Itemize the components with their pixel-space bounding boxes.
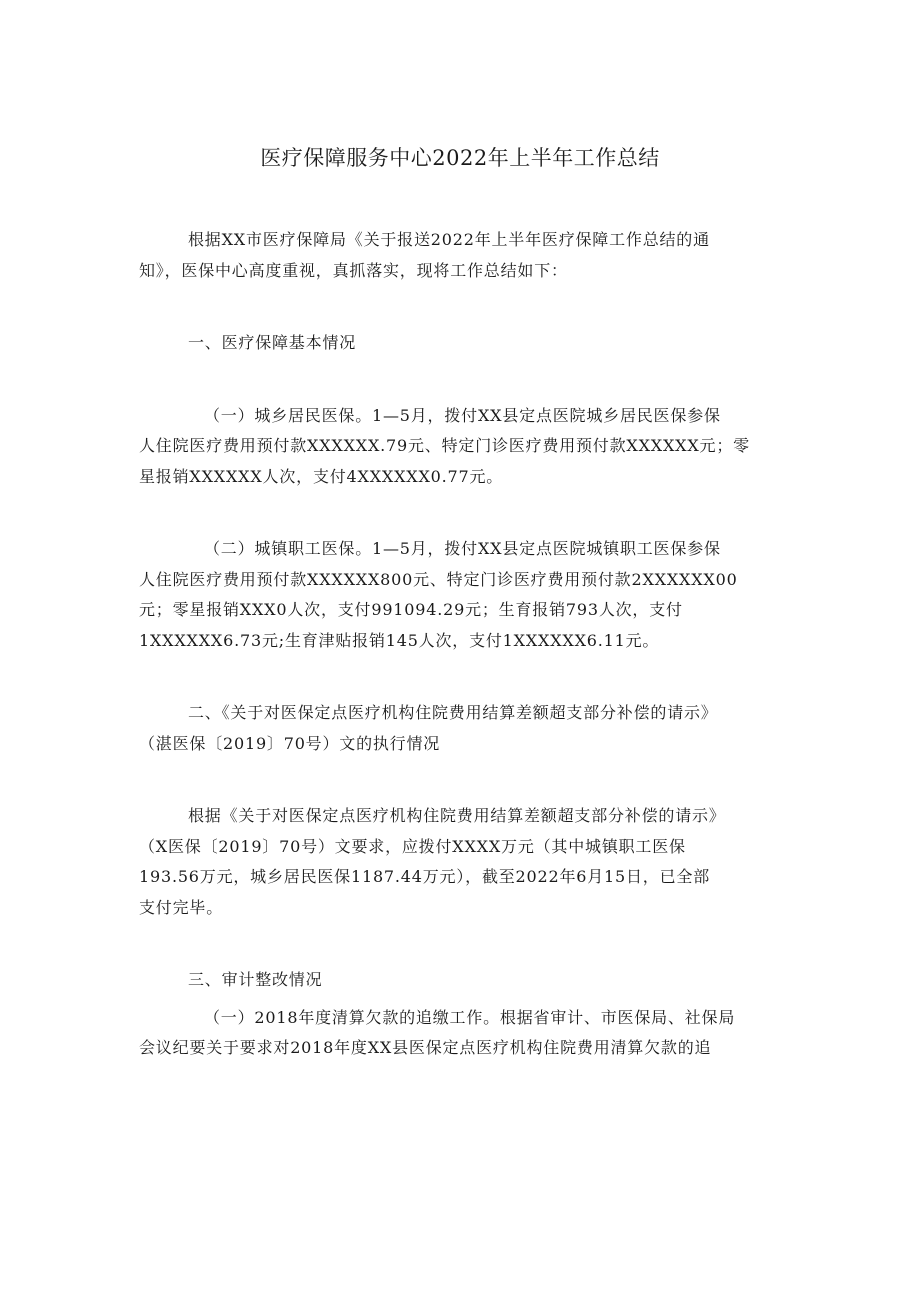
section2-heading-line-1: 二、《关于对医保定点医疗机构住院费用结算差额超支部分补偿的请示》 (188, 703, 718, 722)
document-title: 医疗保障服务中心2022年上半年工作总结 (260, 146, 660, 170)
section2-body-line-1: 根据《关于对医保定点医疗机构住院费用结算差额超支部分补偿的请示》 (188, 806, 726, 825)
spacer (139, 759, 784, 801)
spacer (139, 923, 784, 965)
section2-body-line-3: 193.56万元，城乡居民医保1187.44万元），截至2022年6月15日，已全部 (139, 867, 711, 886)
section2-body-line-2: （X医保〔2019〕70号）文要求，应拨付XXXX万元（其中城镇职工医保 (139, 836, 686, 856)
section1-item1-line-3: 星报销XXXXXX人次，支付4XXXXXX0.77元。 (139, 466, 504, 486)
section1-item1-line-2: 人住院医疗费用预付款XXXXXX.79元、特定门诊医疗费用预付款XXXXXX元；零 (139, 436, 750, 455)
spacer (139, 286, 784, 328)
section3-heading: 三、审计整改情况 (188, 970, 323, 989)
section1-item1-line-1: （一）城乡居民医保。1—5月，拨付XX县定点医院城乡居民医保参保 (204, 405, 721, 425)
spacer (139, 492, 784, 534)
section1-heading: 一、医疗保障基本情况 (188, 333, 357, 352)
section3-item1-line-2: 会议纪要关于要求对2018年度XX县医保定点医疗机构住院费用清算欠款的追 (139, 1038, 712, 1057)
section1-item2-line-3: 元；零星报销XXX0人次，支付991094.29元；生育报销793人次，支付 (139, 600, 683, 619)
section2-heading-line-2: （湛医保〔2019〕70号）文的执行情况 (139, 733, 441, 753)
spacer (139, 996, 784, 1003)
document-body (139, 225, 784, 1064)
section2-body-line-4: 支付完毕。 (139, 897, 224, 917)
spacer (139, 656, 784, 698)
section3-item1-line-1: （一）2018年度清算欠款的追缴工作。根据省审计、市医保局、社保局 (204, 1007, 736, 1027)
section1-item2 (90, 534, 784, 656)
section1-item2-line-1: （二）城镇职工医保。1—5月，拨付XX县定点医院城镇职工医保参保 (204, 539, 721, 558)
spacer (139, 359, 784, 401)
section3-item1 (90, 1003, 784, 1064)
intro-paragraph (90, 225, 784, 286)
section2-heading (90, 698, 784, 759)
intro-line-1: 根据XX市医疗保障局《关于报送2022年上半年医疗保障工作总结的通 (188, 230, 710, 249)
section1-item1 (90, 401, 784, 493)
intro-line-2: 知》，医保中心高度重视，真抓落实，现将工作总结如下： (139, 260, 568, 280)
section2-body (90, 801, 784, 923)
section1-item2-line-4: 1XXXXXX6.73元;生育津贴报销145人次，支付1XXXXXX6.11元。 (139, 630, 660, 650)
section1-item2-line-2: 人住院医疗费用预付款XXXXXX800元、特定门诊医疗费用预付款2XXXXXX00 (139, 569, 738, 589)
